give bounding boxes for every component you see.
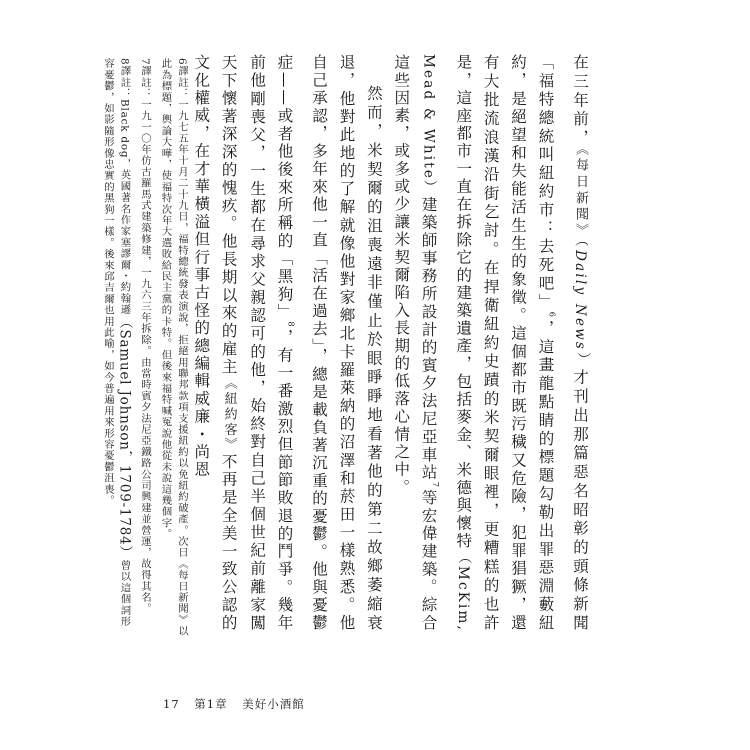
- footnote-ref-8: 8: [286, 321, 296, 329]
- footnote-text-en: （Samuel Johnson，1709-1784）: [116, 315, 133, 560]
- p1-text-e: 等宏偉建築。綜合這些因素，或多或少讓米契爾陷入長期的低落心情之中。: [392, 54, 438, 632]
- p1-text-c: ，這畫龍點睛的標題勾勒出罪惡淵藪紐約，是絕望和失能活生生的象徵。這個都市既污穢又危險，犯罪猖獗，還有大批流浪漢沿街乞討。在捍衛紐約史蹟的米契爾眼裡，更糟糕的也許是，這座都市一直在拆除它的建築遺產，包括麥金、米德與懷特: [454, 54, 555, 632]
- p2-text-c: 不再是全美一致公認的文化權威，在才華橫溢但行事古怪的總編輯威廉・尚恩: [192, 54, 238, 633]
- footnote-6: [157, 58, 190, 638]
- footnote-number: 8: [118, 58, 131, 66]
- p1-text-a: 在三年前，: [571, 54, 589, 149]
- newspaper-title-en: （Daily News）: [572, 240, 588, 370]
- p1-text-b: 才刊出那篇惡名昭彰的頭條新聞「福特總統叫紐約市：去死吧」: [536, 54, 589, 633]
- footnotes: [96, 58, 191, 638]
- p2-text-b: ，有一番激烈但節節敗退的鬥爭。幾年前他剛喪父，一生都在尋求父親認可的他，始終對自己半個世紀前離家闖天下懷著深深的愧疚。他長期以來的雇主: [219, 54, 294, 633]
- footnote-7: [137, 58, 154, 638]
- chapter-title: 美好小酒館: [242, 697, 305, 711]
- footnote-ref-6: 6: [547, 311, 557, 320]
- paragraph-1: [387, 54, 594, 632]
- footnote-text: 曾以這個詞形容憂鬱，如影隨形像忠實的黑狗一樣。後來邱吉爾也用此喻，如今普遍用來形容憂鬱沮喪。: [102, 58, 131, 628]
- p1-text-d: 建築師事務所設計的賓夕法尼亞車站: [419, 196, 438, 482]
- magazine-title: 《紐約客》: [221, 376, 237, 454]
- footnote-text: 一九七五年十月二十九日，福特總統發表演說，拒絕用聯邦款項支援紐約以免紐約破產。次日《每日新聞》以此為標題，輿論大嘩，使福特次年大選敗給民主黨的卡特。但後來福特喊冤說他從未說這幾個字。: [159, 58, 188, 637]
- footnote-text: 一九一〇年仿古羅馬式建築修建，一九六三年拆除。由當時賓夕法尼亞鐵路公司興建並營運，故得其名。: [139, 99, 151, 615]
- footnote-label: 譯註：: [118, 65, 131, 100]
- footnote-label: 譯註：: [176, 65, 188, 100]
- main-body-text: [187, 54, 594, 632]
- footnote-text: Black dog，英國著名作家塞謬爾・約翰遜: [118, 99, 131, 316]
- p2-text-a: 然而，米契爾的沮喪遠非僅止於眼睜睜地看著他的第二故鄉萎縮衰退，他對此地的了解就像他對家鄉北卡羅萊納的沼澤和菸田一樣熟悉。他自己承認，多年來他一直「活在過去」，總是載負著沉重的憂鬱。他與憂鬱症——或者他後來所稱的「黑狗」: [275, 54, 383, 632]
- footnote-number: 7: [139, 58, 151, 66]
- page-footer: [163, 696, 315, 712]
- paragraph-2: [187, 54, 387, 632]
- footnote-8: [100, 58, 133, 638]
- newspaper-title: 《每日新聞》: [573, 148, 588, 241]
- footnote-number: 6: [176, 58, 188, 66]
- chapter-number: 第1章: [194, 697, 228, 711]
- page-number: 17: [163, 697, 180, 711]
- footnote-label: 譯註：: [139, 65, 151, 100]
- firm-name-en: （McKim, Mead & White）: [420, 54, 472, 633]
- footnote-ref-7: 7: [430, 481, 440, 490]
